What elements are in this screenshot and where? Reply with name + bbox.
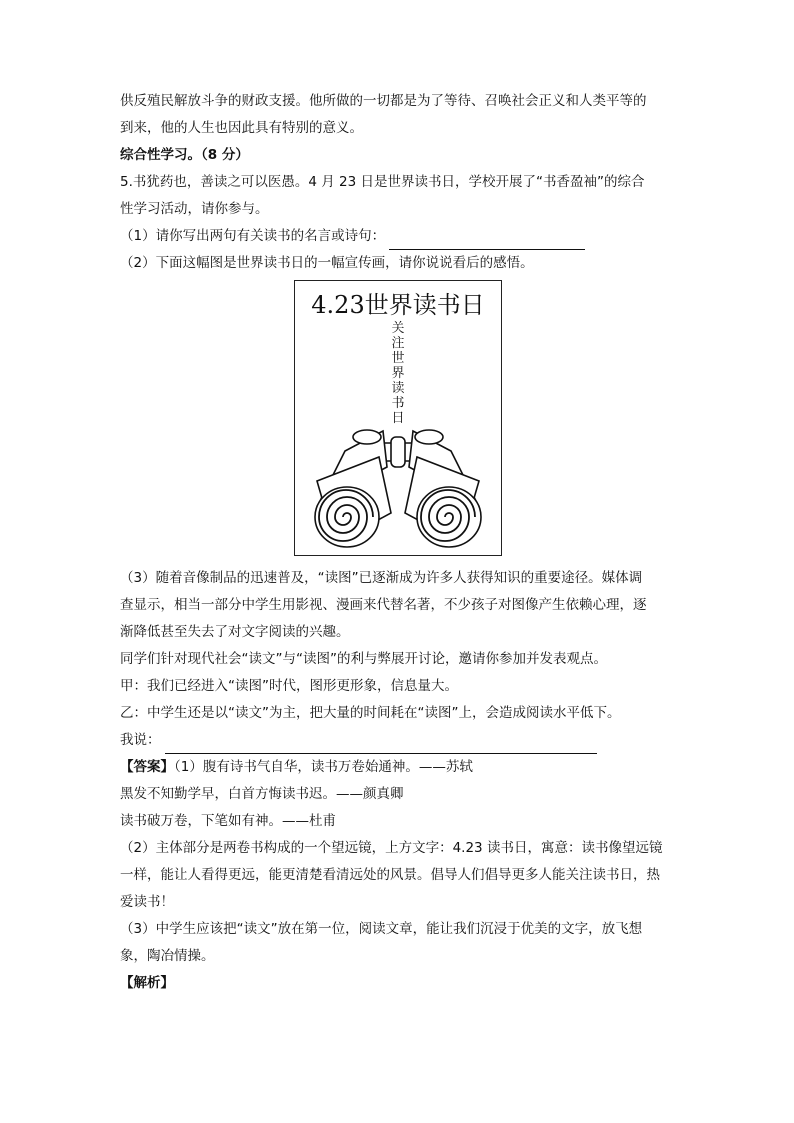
document-page: [120, 88, 680, 997]
answer-2-line-3: 爱读书！: [120, 894, 174, 910]
question-sub-1-text: （1）请你写出两句有关读书的名言或诗句：: [120, 228, 386, 244]
question-sub-3-line-2: 查显示，相当一部分中学生用影视、漫画来代替名著，不少孩子对图像产生依赖心理，逐: [120, 597, 647, 613]
question-sub-2: （2）下面这幅图是世界读书日的一幅宣传画，请你说说看后的感悟。: [120, 255, 534, 271]
poster-vertical-text: 关注世界读书日: [391, 321, 405, 426]
question-sub-3-line-4: 同学们针对现代社会“读文”与“读图”的利与弊展开讨论，邀请你参加并发表观点。: [120, 651, 607, 667]
answer-blank-1[interactable]: [389, 232, 585, 250]
analysis-label: 【解析】: [120, 975, 174, 991]
answer-1-line-1: （1）腹有诗书气自华，读书万卷始通神。——苏轼: [174, 759, 473, 775]
intro-line-1: 供反殖民解放斗争的财政支援。他所做的一切都是为了等待、召唤社会正义和人类平等的: [120, 93, 647, 109]
answer-3-line-2: 象，陶冶情操。: [120, 948, 215, 964]
answer-2-line-1: （2）主体部分是两卷书构成的一个望远镜，上方文字：4.23 读书日，寓意：读书像望远镜: [120, 840, 663, 856]
question-line-1: 5.书犹药也，善读之可以医愚。4 月 23 日是世界读书日，学校开展了“书香盈袖”的综合: [120, 174, 645, 190]
answer-blank-2[interactable]: [165, 736, 597, 754]
question-line-2: 性学习活动，请你参与。: [120, 201, 269, 217]
answer-3-line-1: （3）中学生应该把“读文”放在第一位，阅读文章，能让我们沉浸于优美的文字，放飞想: [120, 921, 643, 937]
answer-label: 【答案】: [120, 759, 174, 775]
viewpoint-jia: 甲：我们已经进入“读图”时代，图形更形象，信息量大。: [120, 678, 458, 694]
my-viewpoint: [120, 727, 680, 754]
answer-line-1: [120, 754, 680, 781]
section-title: 综合性学习。（8 分）: [120, 147, 249, 163]
poster-area: [120, 280, 680, 562]
viewpoint-yi: 乙：中学生还是以“读文”为主，把大量的时间耗在“读图”上，会造成阅读水平低下。: [120, 705, 621, 721]
binoculars-scroll-icon: [295, 281, 501, 555]
my-viewpoint-label: 我说：: [120, 732, 161, 748]
question-sub-3-line-1: （3）随着音像制品的迅速普及，“读图”已逐渐成为许多人获得知识的重要途径。媒体调: [120, 570, 643, 586]
reading-day-poster: [294, 280, 502, 556]
answer-1-line-3: 读书破万卷，下笔如有神。——杜甫: [120, 813, 336, 829]
poster-title: 4.23世界读书日: [311, 291, 485, 319]
question-sub-3-line-3: 渐降低甚至失去了对文字阅读的兴趣。: [120, 624, 350, 640]
answer-2-line-2: 一样，能让人看得更远，能更清楚看清远处的风景。倡导人们倡导更多人能关注读书日，热: [120, 867, 660, 883]
answer-1-line-2: 黑发不知勤学早，白首方悔读书迟。——颜真卿: [120, 786, 404, 802]
intro-line-2: 到来，他的人生也因此具有特别的意义。: [120, 120, 363, 136]
question-sub-1: [120, 223, 680, 250]
